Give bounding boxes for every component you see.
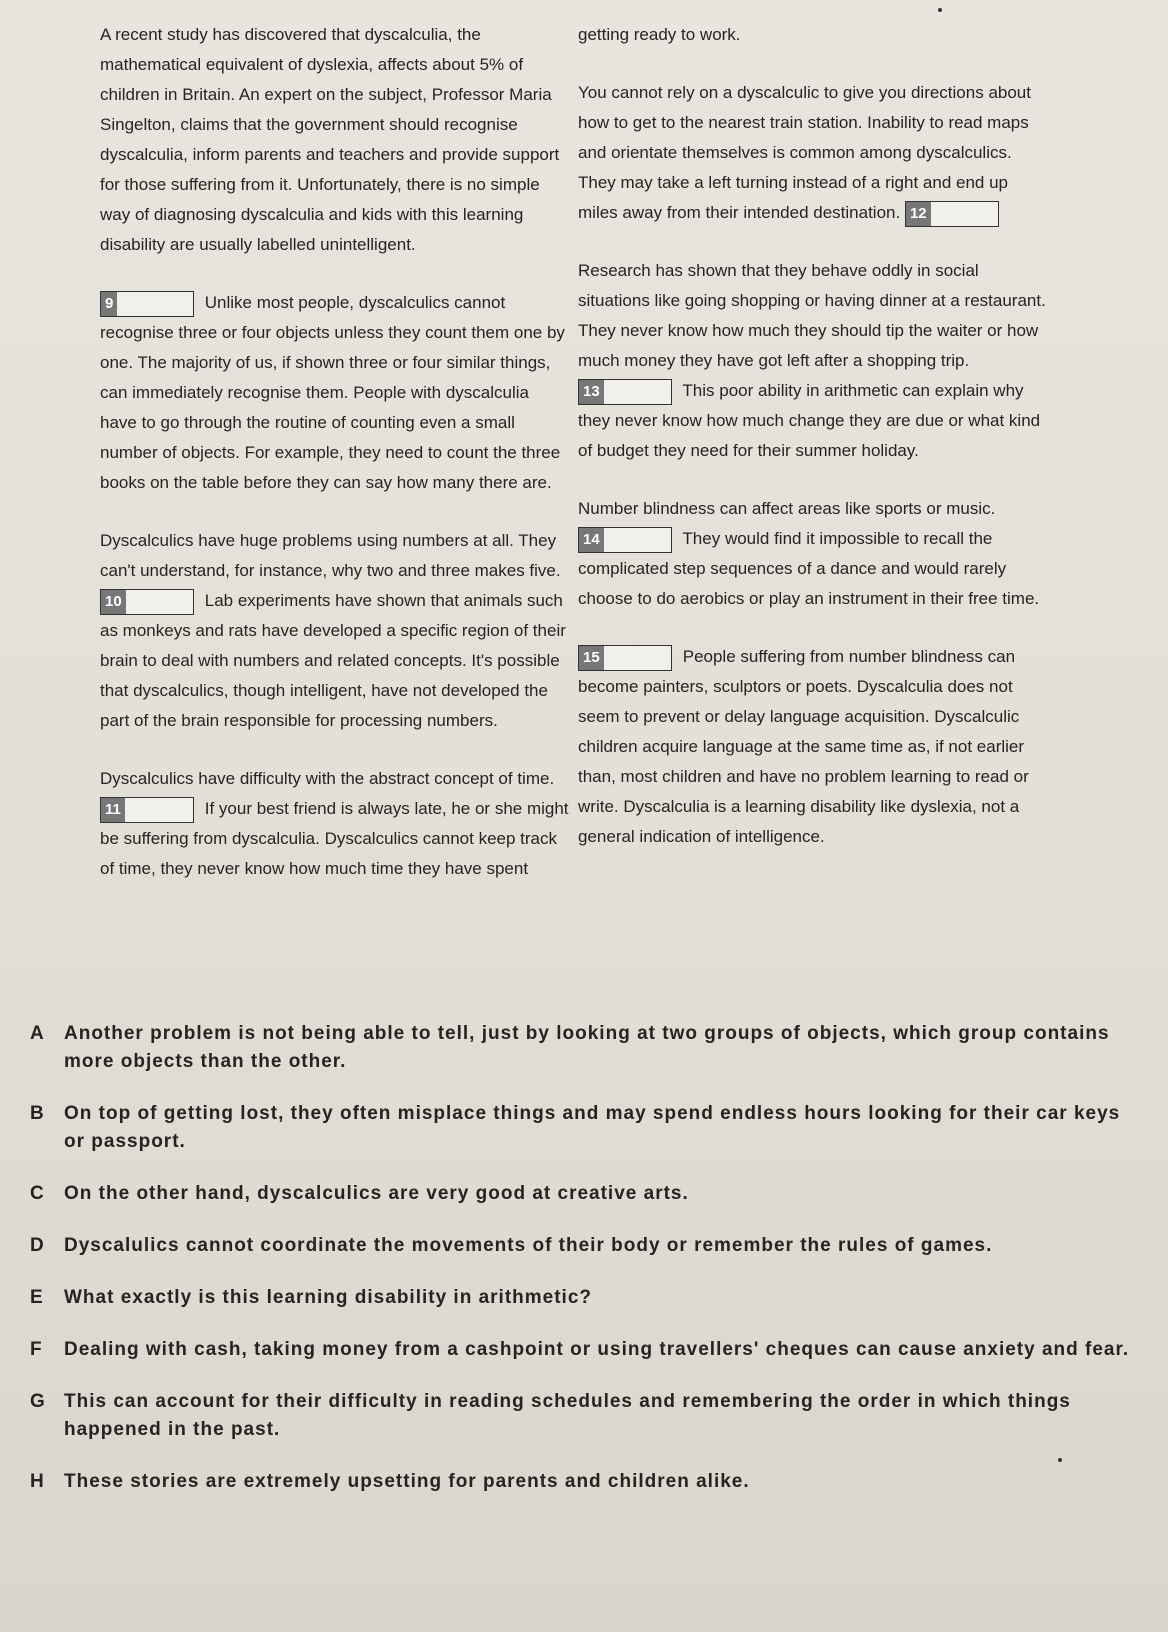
option-text: Dyscalulics cannot coordinate the movements of their body or remember the rules of games. <box>64 1235 993 1256</box>
option-letter: B <box>30 1103 45 1124</box>
paragraph-12-text: You cannot rely on a dyscalculic to give you directions about how to get to the nearest train station. Inability to read maps and orientate themselves is common among dyscalculics. They may take a left turning instead of a right and end up miles away from their intended destination. <box>578 83 1031 222</box>
gap-11-box[interactable] <box>100 797 194 823</box>
option-e <box>30 1284 1130 1312</box>
option-g <box>30 1388 1130 1444</box>
paragraph-9 <box>100 288 570 498</box>
option-f <box>30 1336 1130 1364</box>
paragraph-10-text-a: Dyscalculics have huge problems using numbers at all. They can't understand, for instance, why two and three makes five. <box>100 531 561 580</box>
gap-11-number: 11 <box>101 798 125 822</box>
gap-12-number: 12 <box>906 202 931 226</box>
option-text: On the other hand, dyscalculics are very good at creative arts. <box>64 1183 689 1204</box>
paragraph-9-text: Unlike most people, dyscalculics cannot recognise three or four objects unless they count them one by one. The majority of us, if shown three or four similar things, can immediately recognise them. People with dyscalculia have to go through the routine of counting even a small number of objects. For example, they need to count the three books on the table before they can say how many there are. <box>100 293 565 492</box>
ink-dot <box>938 8 942 12</box>
gap-10-box[interactable] <box>100 589 194 615</box>
paragraph-14-text-a: Number blindness can affect areas like sports or music. <box>578 499 996 518</box>
paragraph-10-text-b: Lab experiments have shown that animals such as monkeys and rats have developed a specific region of their brain to deal with numbers and related concepts. It's possible that dyscalculics, though intelligent, have not developed the part of the brain responsible for processing numbers. <box>100 591 566 730</box>
option-text: Dealing with cash, taking money from a cashpoint or using travellers' cheques can cause anxiety and fear. <box>64 1339 1130 1360</box>
paragraph-11 <box>100 764 570 884</box>
option-letter: H <box>30 1471 45 1492</box>
paragraph-11-text-a: Dyscalculics have difficulty with the abstract concept of time. <box>100 769 555 788</box>
paragraph-13-text-b: This poor ability in arithmetic can explain why they never know how much change they are due or what kind of budget they need for their summer holiday. <box>578 381 1041 460</box>
option-b <box>30 1100 1130 1156</box>
option-d <box>30 1232 1130 1260</box>
option-letter: A <box>30 1023 45 1044</box>
paragraph-12 <box>578 78 1048 228</box>
left-column <box>100 20 570 912</box>
option-text: Another problem is not being able to tell, just by looking at two groups of objects, which group contains more objects than the other. <box>64 1023 1110 1072</box>
gap-14-box[interactable] <box>578 527 672 553</box>
paragraph-13 <box>578 256 1048 466</box>
option-letter: E <box>30 1287 44 1308</box>
intro-paragraph: A recent study has discovered that dyscalculia, the mathematical equivalent of dyslexia, affects about 5% of children in Britain. An expert on the subject, Professor Maria Singelton, claims that the government should recognise dyscalculia, inform parents and teachers and provide support for those suffering from it. Unfortunately, there is no simple way of diagnosing dyscalculia and kids with this learning disability are usually labelled unintelligent. <box>100 25 560 254</box>
option-letter: C <box>30 1183 45 1204</box>
option-letter: F <box>30 1339 43 1360</box>
gap-9-number: 9 <box>101 292 117 316</box>
gap-12-box[interactable] <box>905 201 999 227</box>
ink-dot <box>1058 1458 1062 1462</box>
gap-9-box[interactable] <box>100 291 194 317</box>
gap-15-box[interactable] <box>578 645 672 671</box>
paragraph-15 <box>578 642 1048 852</box>
option-c <box>30 1180 1130 1208</box>
answer-options <box>30 1020 1130 1520</box>
option-text: These stories are extremely upsetting for parents and children alike. <box>64 1471 750 1492</box>
option-letter: G <box>30 1391 46 1412</box>
paragraph-14-text-b: They would find it impossible to recall the complicated step sequences of a dance and would rarely choose to do aerobics or play an instrument in their free time. <box>578 529 1040 608</box>
paragraph-14 <box>578 494 1048 614</box>
option-letter: D <box>30 1235 45 1256</box>
gap-14-number: 14 <box>579 528 604 552</box>
option-a <box>30 1020 1130 1076</box>
gap-10-number: 10 <box>101 590 126 614</box>
gap-13-number: 13 <box>579 380 604 404</box>
option-h <box>30 1468 1130 1496</box>
paragraph-continuation: getting ready to work. <box>578 25 741 44</box>
paragraph-10 <box>100 526 570 736</box>
paragraph-15-text: People suffering from number blindness can become painters, sculptors or poets. Dyscalculia does not seem to prevent or delay language acquisition. Dyscalculic children acquire language at the same time as, if not earlier than, most children and have no problem learning to read or write. Dyscalculia is a learning disability like dyslexia, not a general indication of intelligence. <box>578 647 1029 846</box>
right-column <box>578 20 1048 880</box>
paragraph-13-text-a: Research has shown that they behave oddly in social situations like going shopping or having dinner at a restaurant. They never know how much they should tip the waiter or how much money they have got left after a shopping trip. <box>578 261 1046 370</box>
option-text: What exactly is this learning disability in arithmetic? <box>64 1287 593 1308</box>
option-text: On top of getting lost, they often misplace things and may spend endless hours looking for their car keys or passport. <box>64 1103 1121 1152</box>
gap-15-number: 15 <box>579 646 604 670</box>
option-text: This can account for their difficulty in reading schedules and remembering the order in which things happened in the past. <box>64 1391 1071 1440</box>
gap-13-box[interactable] <box>578 379 672 405</box>
paragraph-11-text-b: If your best friend is always late, he or she might be suffering from dyscalculia. Dyscalculics cannot keep track of time, they never know how much time they have spent <box>100 799 569 878</box>
